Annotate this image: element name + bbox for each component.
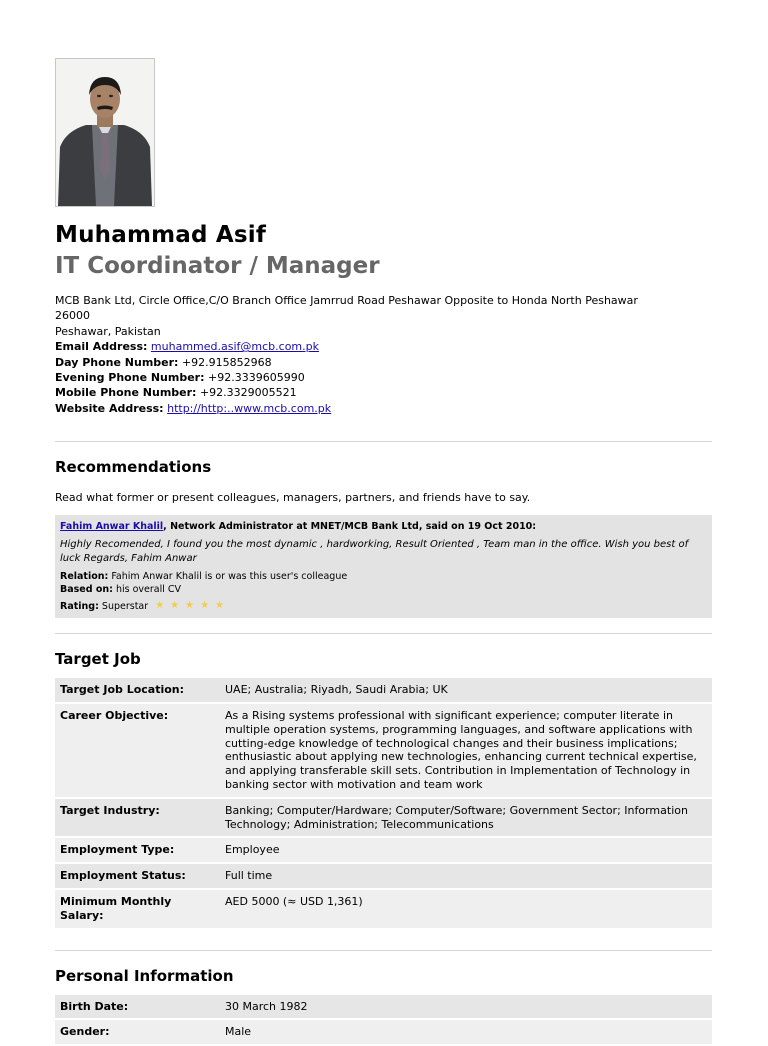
evening-phone-row	[55, 370, 712, 385]
relation-value: Fahim Anwar Khalil is or was this user's colleague	[111, 571, 348, 583]
website-row	[55, 401, 712, 416]
divider	[55, 950, 712, 951]
mobile-phone-label: Mobile Phone Number:	[55, 386, 197, 400]
row-label: Birth Date:	[55, 995, 220, 1019]
rating-stars	[155, 599, 230, 612]
star-icon: ★	[215, 600, 225, 612]
row-value: Banking; Computer/Hardware; Computer/Software; Government Sector; Information Technology; Administration; Telecommunications	[220, 799, 712, 837]
row-label: Employment Type:	[55, 838, 220, 862]
website-link[interactable]: http://http:..www.mcb.com.pk	[167, 401, 332, 415]
day-phone-row	[55, 355, 712, 370]
email-label: Email Address:	[55, 340, 148, 354]
personal-info-heading: Personal Information	[55, 966, 234, 985]
mobile-phone-row	[55, 385, 712, 400]
row-label: Gender:	[55, 1020, 220, 1044]
personal-info-section	[55, 967, 712, 1046]
profile-photo	[55, 58, 155, 207]
row-value: AED 5000 (≈ USD 1,361)	[220, 890, 712, 928]
rating-label: Rating:	[60, 601, 99, 613]
table-row	[55, 838, 712, 862]
star-icon: ★	[185, 600, 195, 612]
city-country: Peshawar, Pakistan	[55, 324, 161, 338]
recommendation-card	[55, 515, 712, 618]
profile-job-title: IT Coordinator / Manager	[55, 253, 380, 279]
star-icon: ★	[155, 600, 165, 612]
table-row	[55, 678, 712, 702]
email-link[interactable]: muhammed.asif@mcb.com.pk	[150, 340, 319, 354]
day-phone-value: +92.915852968	[181, 355, 272, 369]
mobile-phone-value: +92.3329005521	[199, 386, 297, 400]
star-icon: ★	[170, 600, 180, 612]
row-value: As a Rising systems professional with significant experience; computer literate in multiple operation systems, programming languages, and software applications with cutting-edge knowledge of technological changes and their business implications; enthusiastic about applying new technologies, enhancing current technical expertise, and applying transferable skill sets. Contribution in Implementation of Technology in banking sector with motivation and team work	[220, 704, 712, 797]
profile-name: Muhammad Asif	[55, 222, 267, 248]
divider	[55, 441, 712, 442]
based-on-row	[60, 583, 707, 596]
recommendation-text: Highly Recomended, I found you the most dynamic , hardworking, Result Oriented , Team man in the office. Wish you best of luck Regards, Fahim Anwar	[60, 539, 689, 565]
relation-row	[60, 570, 707, 583]
target-job-heading: Target Job	[55, 650, 141, 669]
rating-row	[60, 599, 707, 613]
row-value: Full time	[220, 864, 712, 888]
table-row	[55, 995, 712, 1019]
row-value: Employee	[220, 838, 712, 862]
row-label: Target Industry:	[55, 799, 220, 837]
rating-value: Superstar	[101, 601, 149, 613]
table-row	[55, 890, 712, 928]
evening-phone-value: +92.3339605990	[208, 371, 305, 385]
contact-block	[55, 293, 712, 416]
recommendation-header	[60, 520, 707, 533]
email-row	[55, 339, 712, 354]
table-row	[55, 864, 712, 888]
recommender-link[interactable]: Fahim Anwar Khalil	[60, 521, 164, 533]
website-label: Website Address:	[55, 401, 164, 415]
cv-page	[55, 58, 712, 1046]
day-phone-label: Day Phone Number:	[55, 355, 179, 369]
postal-code: 26000	[55, 309, 90, 323]
row-label: Career Objective:	[55, 704, 220, 797]
divider	[55, 633, 712, 634]
personal-info-table	[55, 993, 712, 1046]
address-line: MCB Bank Ltd, Circle Office,C/O Branch Office Jamrrud Road Peshawar Opposite to Honda North Peshawar	[55, 294, 638, 307]
target-job-section	[55, 650, 712, 929]
star-icon: ★	[200, 600, 210, 612]
recommendations-intro: Read what former or present colleagues, managers, partners, and friends have to say.	[55, 491, 531, 505]
recommendations-heading: Recommendations	[55, 458, 212, 477]
row-value: 30 March 1982	[220, 995, 712, 1019]
table-row	[55, 704, 712, 797]
recommendation-meta-header: , Network Administrator at MNET/MCB Bank Ltd, said on 19 Oct 2010:	[163, 521, 537, 533]
relation-label: Relation:	[60, 571, 109, 583]
row-value: Male	[220, 1020, 712, 1044]
row-value: UAE; Australia; Riyadh, Saudi Arabia; UK	[220, 678, 712, 702]
based-on-label: Based on:	[60, 584, 113, 596]
target-job-table	[55, 676, 712, 929]
table-row	[55, 799, 712, 837]
recommendations-section	[55, 458, 712, 618]
row-label: Employment Status:	[55, 864, 220, 888]
evening-phone-label: Evening Phone Number:	[55, 371, 205, 385]
row-label: Target Job Location:	[55, 678, 220, 702]
based-on-value: his overall CV	[115, 584, 182, 596]
row-label: Minimum Monthly Salary:	[55, 890, 220, 928]
